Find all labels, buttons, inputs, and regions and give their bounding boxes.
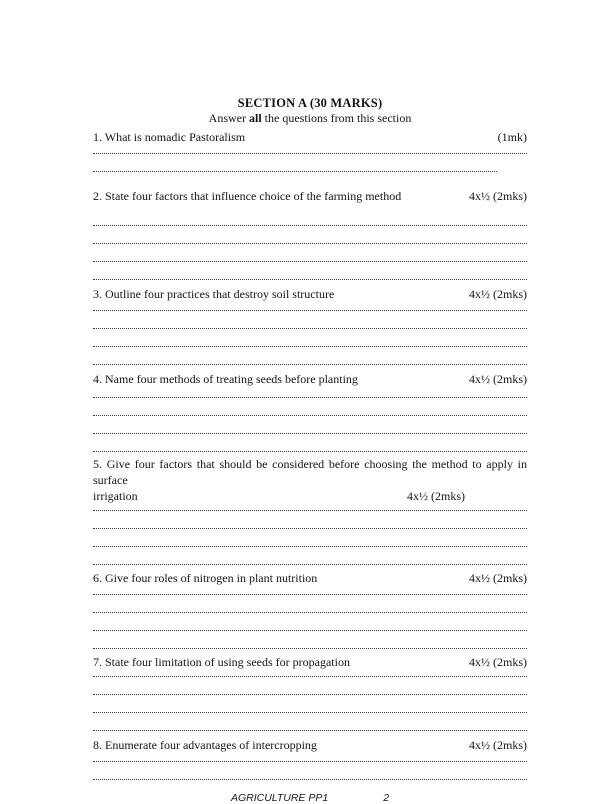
question-marks-3: 4x½ (2mks) (469, 287, 527, 301)
question-text-4: 4. Name four methods of treating seeds before planting (93, 372, 358, 386)
answer-line (93, 670, 527, 677)
question-marks-4: 4x½ (2mks) (469, 372, 527, 386)
question-row-1 (93, 129, 527, 145)
answer-line (93, 416, 527, 434)
answer-line (93, 504, 527, 511)
instruction-prefix: Answer (208, 111, 249, 125)
section-title: SECTION A (30 MARKS) (237, 96, 383, 110)
answer-line (93, 329, 527, 347)
answer-line (93, 613, 527, 631)
answer-line (93, 302, 527, 311)
answer-line (93, 631, 527, 649)
answer-line (93, 529, 527, 547)
page-footer (93, 792, 527, 804)
question-row-4 (93, 371, 527, 387)
answer-line (93, 398, 527, 416)
question-text-3: 3. Outline four practices that destroy soil structure (93, 287, 335, 301)
answer-line (93, 387, 527, 398)
answer-line (93, 226, 527, 244)
answer-line (93, 753, 527, 762)
question-row-2 (93, 188, 527, 204)
answer-line (93, 586, 527, 595)
footer-document-label: AGRICULTURE PP1 (230, 792, 329, 804)
question-text-5-line2: irrigation (93, 489, 138, 503)
answer-line (93, 695, 527, 713)
question-marks-2: 4x½ (2mks) (469, 189, 527, 203)
instruction-bold-word: all (249, 111, 262, 125)
answer-line (93, 154, 497, 172)
answer-line (93, 262, 527, 280)
question-marks-5: 4x½ (2mks) (407, 489, 465, 503)
answer-line (93, 713, 527, 731)
section-instruction (93, 111, 527, 126)
question-text-2: 2. State four factors that influence choice of the farming method (93, 189, 402, 203)
answer-line (93, 204, 527, 226)
question-text-7: 7. State four limitation of using seeds for propagation (93, 655, 350, 669)
answer-line (93, 511, 527, 529)
answer-line (93, 244, 527, 262)
question-text-6: 6. Give four roles of nitrogen in plant nutrition (93, 571, 318, 585)
question-marks-8: 4x½ (2mks) (469, 738, 527, 752)
question-row-3 (93, 286, 527, 302)
answer-line (93, 145, 527, 154)
answer-line (93, 434, 527, 452)
question-row-7 (93, 654, 527, 670)
instruction-suffix: the questions from this section (261, 111, 412, 125)
answer-line (93, 677, 527, 695)
footer-page-number: 2 (383, 792, 390, 804)
answer-line (93, 311, 527, 329)
answer-line (93, 347, 527, 365)
question-marks-7: 4x½ (2mks) (469, 655, 527, 669)
question-row-8 (93, 737, 527, 753)
answer-line (93, 595, 527, 613)
question-row-5 (93, 488, 527, 504)
question-row-6 (93, 570, 527, 586)
answer-line (93, 547, 527, 565)
answer-line (93, 762, 527, 780)
question-marks-1: (1mk) (497, 130, 527, 144)
question-text-5-line1: 5. Give four factors that should be considered before choosing the method to apply in surface (93, 457, 527, 487)
question-text-1: 1. What is nomadic Pastoralism (93, 130, 246, 144)
question-marks-6: 4x½ (2mks) (469, 571, 527, 585)
question-text-8: 8. Enumerate four advantages of intercropping (93, 738, 317, 752)
